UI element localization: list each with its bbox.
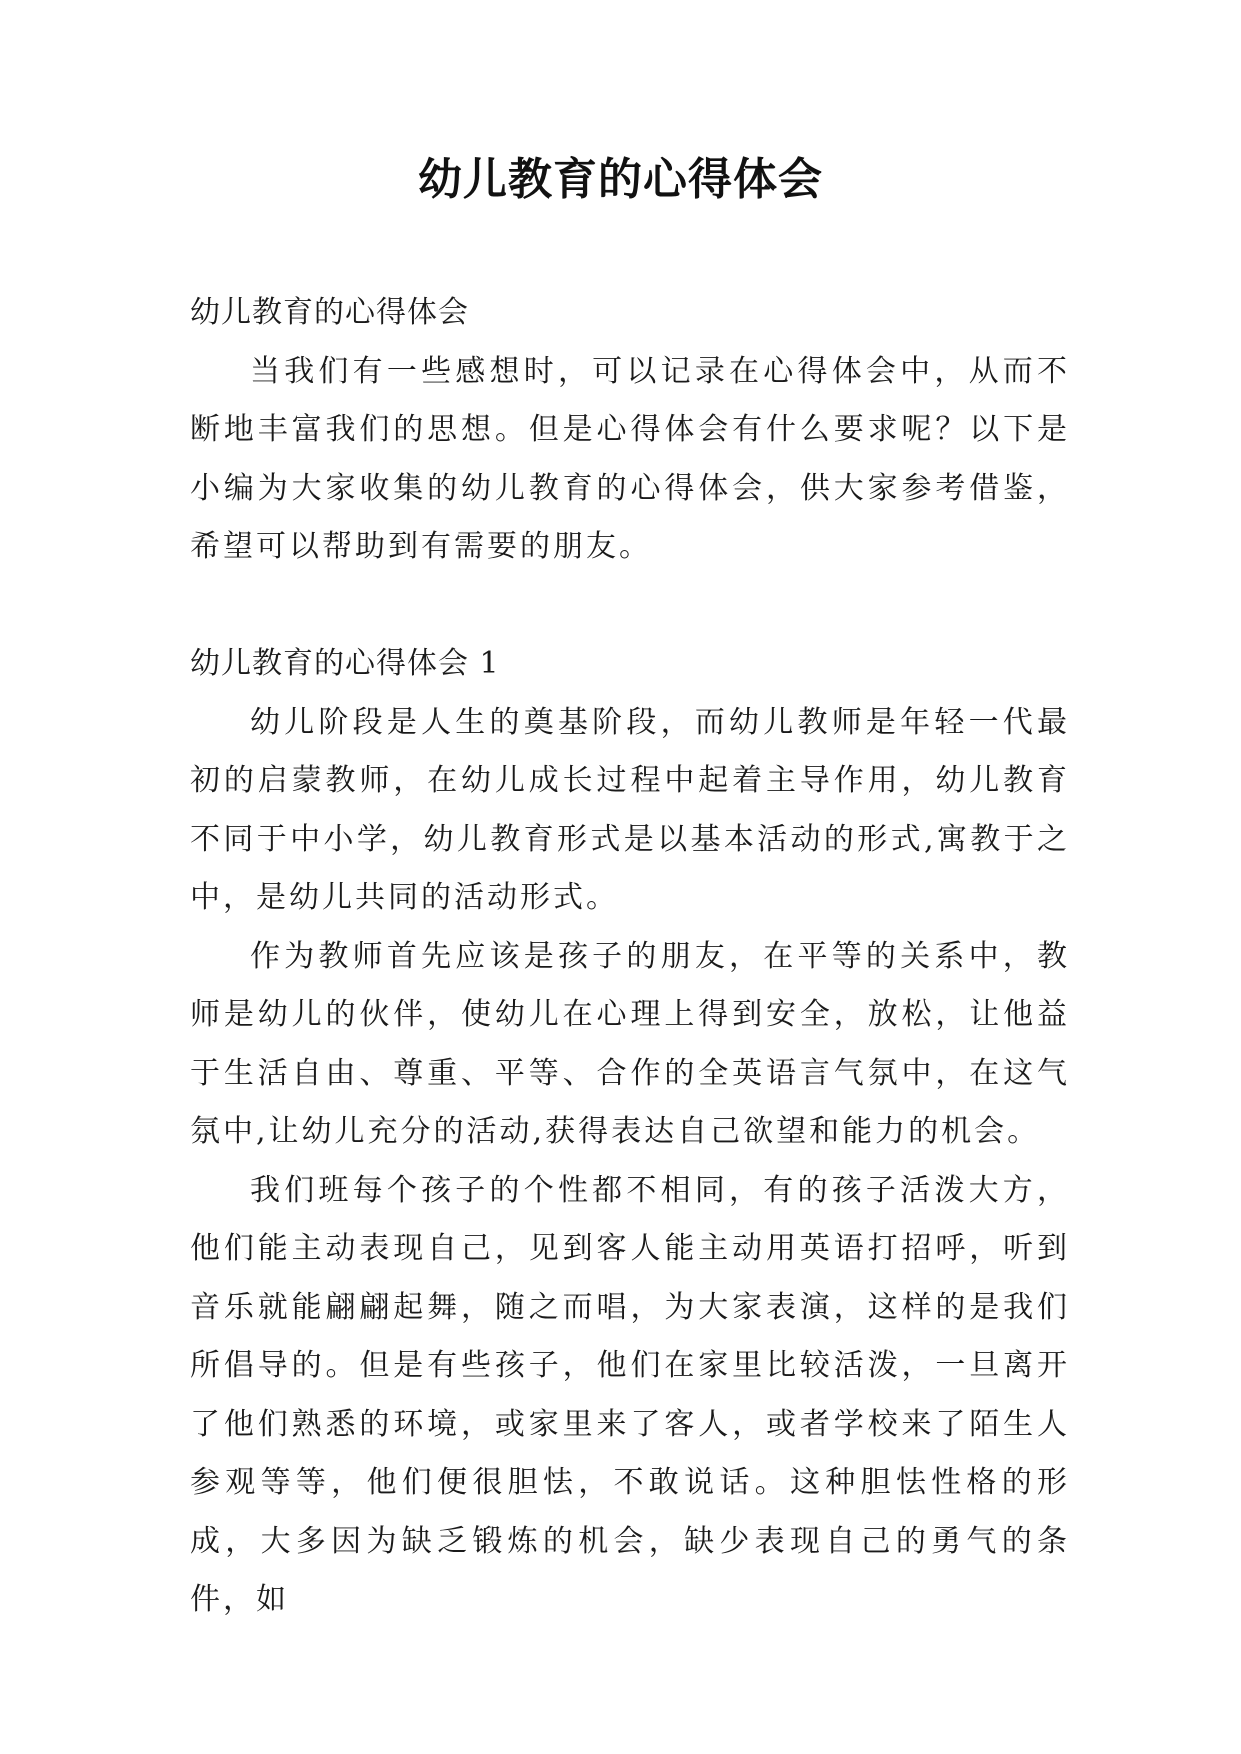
section-1-paragraph-1: 幼儿阶段是人生的奠基阶段，而幼儿教师是年轻一代最初的启蒙教师，在幼儿成长过程中起着主导作用，幼儿教育不同于中小学，幼儿教育形式是以基本活动的形式,寓教于之中，是幼儿共同的活动形式。 [190,704,1070,915]
section-1-heading: 幼儿教育的心得体会 1 [190,646,500,681]
intro-paragraph: 当我们有一些感想时，可以记录在心得体会中，从而不断地丰富我们的思想。但是心得体会有什么要求呢？以下是小编为大家收集的幼儿教育的心得体会，供大家参考借鉴，希望可以帮助到有需要的朋友。 [190,353,1070,564]
intro-heading: 幼儿教育的心得体会 [190,295,469,330]
section-spacer [190,577,1070,636]
document-title: 幼儿教育的心得体会 [418,154,823,205]
document-body [190,284,1070,1630]
section-1-paragraph-2: 作为教师首先应该是孩子的朋友，在平等的关系中，教师是幼儿的伙伴，使幼儿在心理上得到安全，放松，让他益于生活自由、尊重、平等、合作的全英语言气氛中，在这气氛中,让幼儿充分的活动,获得表达自己欲望和能力的机会。 [190,938,1070,1149]
section-1-paragraph-3: 我们班每个孩子的个性都不相同，有的孩子活泼大方，他们能主动表现自己，见到客人能主动用英语打招呼，听到音乐就能翩翩起舞，随之而唱，为大家表演，这样的是我们所倡导的。但是有些孩子，他们在家里比较活泼，一旦离开了他们熟悉的环境，或家里来了客人，或者学校来了陌生人参观等等，他们便很胆怯，不敢说话。这种胆怯性格的形成，大多因为缺乏锻炼的机会，缺少表现自己的勇气的条件，如 [190,1172,1070,1617]
